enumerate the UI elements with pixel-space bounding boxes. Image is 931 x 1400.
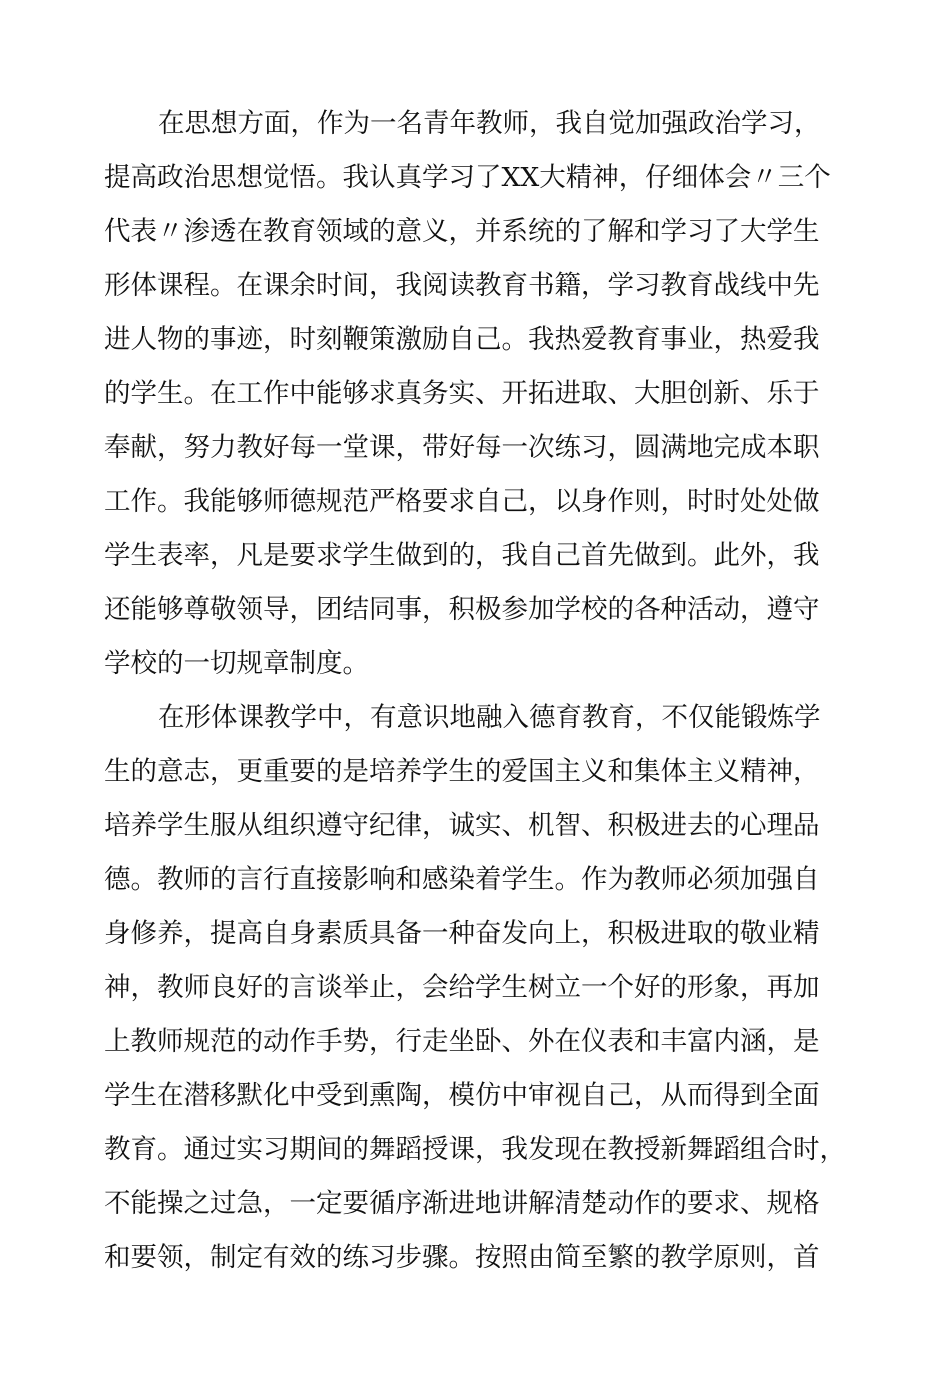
- paragraph-1-line-6: 的学生。在工作中能够求真务实、开拓进取、大胆创新、乐于: [104, 378, 820, 409]
- paragraph-2-line-6: 神，教师良好的言谈举止，会给学生树立一个好的形象，再加: [104, 972, 820, 1003]
- paragraph-1-line-4: 形体课程。在课余时间，我阅读教育书籍，学习教育战线中先: [104, 270, 820, 301]
- paragraph-2-line-4: 德。教师的言行直接影响和感染着学生。作为教师必须加强自: [104, 864, 820, 895]
- paragraph-2-line-7: 上教师规范的动作手势，行走坐卧、外在仪表和丰富内涵，是: [104, 1026, 820, 1057]
- paragraph-1-line-7: 奉献，努力教好每一堂课，带好每一次练习，圆满地完成本职: [104, 432, 820, 463]
- paragraph-2-line-8: 学生在潜移默化中受到熏陶，模仿中审视自己，从而得到全面: [104, 1080, 820, 1111]
- paragraph-2-line-9: 教育。通过实习期间的舞蹈授课，我发现在教授新舞蹈组合时，: [104, 1134, 846, 1165]
- paragraph-2-line-5: 身修养，提高自身素质具备一种奋发向上，积极进取的敬业精: [104, 918, 820, 949]
- paragraph-2-line-3: 培养学生服从组织遵守纪律，诚实、机智、积极进去的心理品: [104, 810, 820, 841]
- paragraph-2-line-11: 和要领，制定有效的练习步骤。按照由简至繁的教学原则，首: [104, 1242, 820, 1273]
- paragraph-2-line-1: 在形体课教学中，有意识地融入德育教育，不仅能锻炼学: [158, 702, 821, 733]
- paragraph-1-line-2: 提高政治思想觉悟。我认真学习了XX大精神，仔细体会〃三个: [104, 162, 831, 193]
- paragraph-1-line-10: 还能够尊敬领导，团结同事，积极参加学校的各种活动，遵守: [104, 594, 820, 625]
- paragraph-1-line-11: 学校的一切规章制度。: [104, 648, 369, 679]
- paragraph-1-line-1: 在思想方面，作为一名青年教师，我自觉加强政治学习，: [158, 108, 821, 139]
- paragraph-1-line-5: 进人物的事迹，时刻鞭策激励自己。我热爱教育事业，热爱我: [104, 324, 820, 355]
- paragraph-2-line-2: 生的意志，更重要的是培养学生的爱国主义和集体主义精神，: [104, 756, 820, 787]
- paragraph-1-line-3: 代表〃渗透在教育领域的意义，并系统的了解和学习了大学生: [104, 216, 820, 247]
- paragraph-2-line-10: 不能操之过急，一定要循序渐进地讲解清楚动作的要求、规格: [104, 1188, 820, 1219]
- paragraph-1-line-9: 学生表率，凡是要求学生做到的，我自己首先做到。此外，我: [104, 540, 820, 571]
- paragraph-1-line-8: 工作。我能够师德规范严格要求自己，以身作则，时时处处做: [104, 486, 820, 517]
